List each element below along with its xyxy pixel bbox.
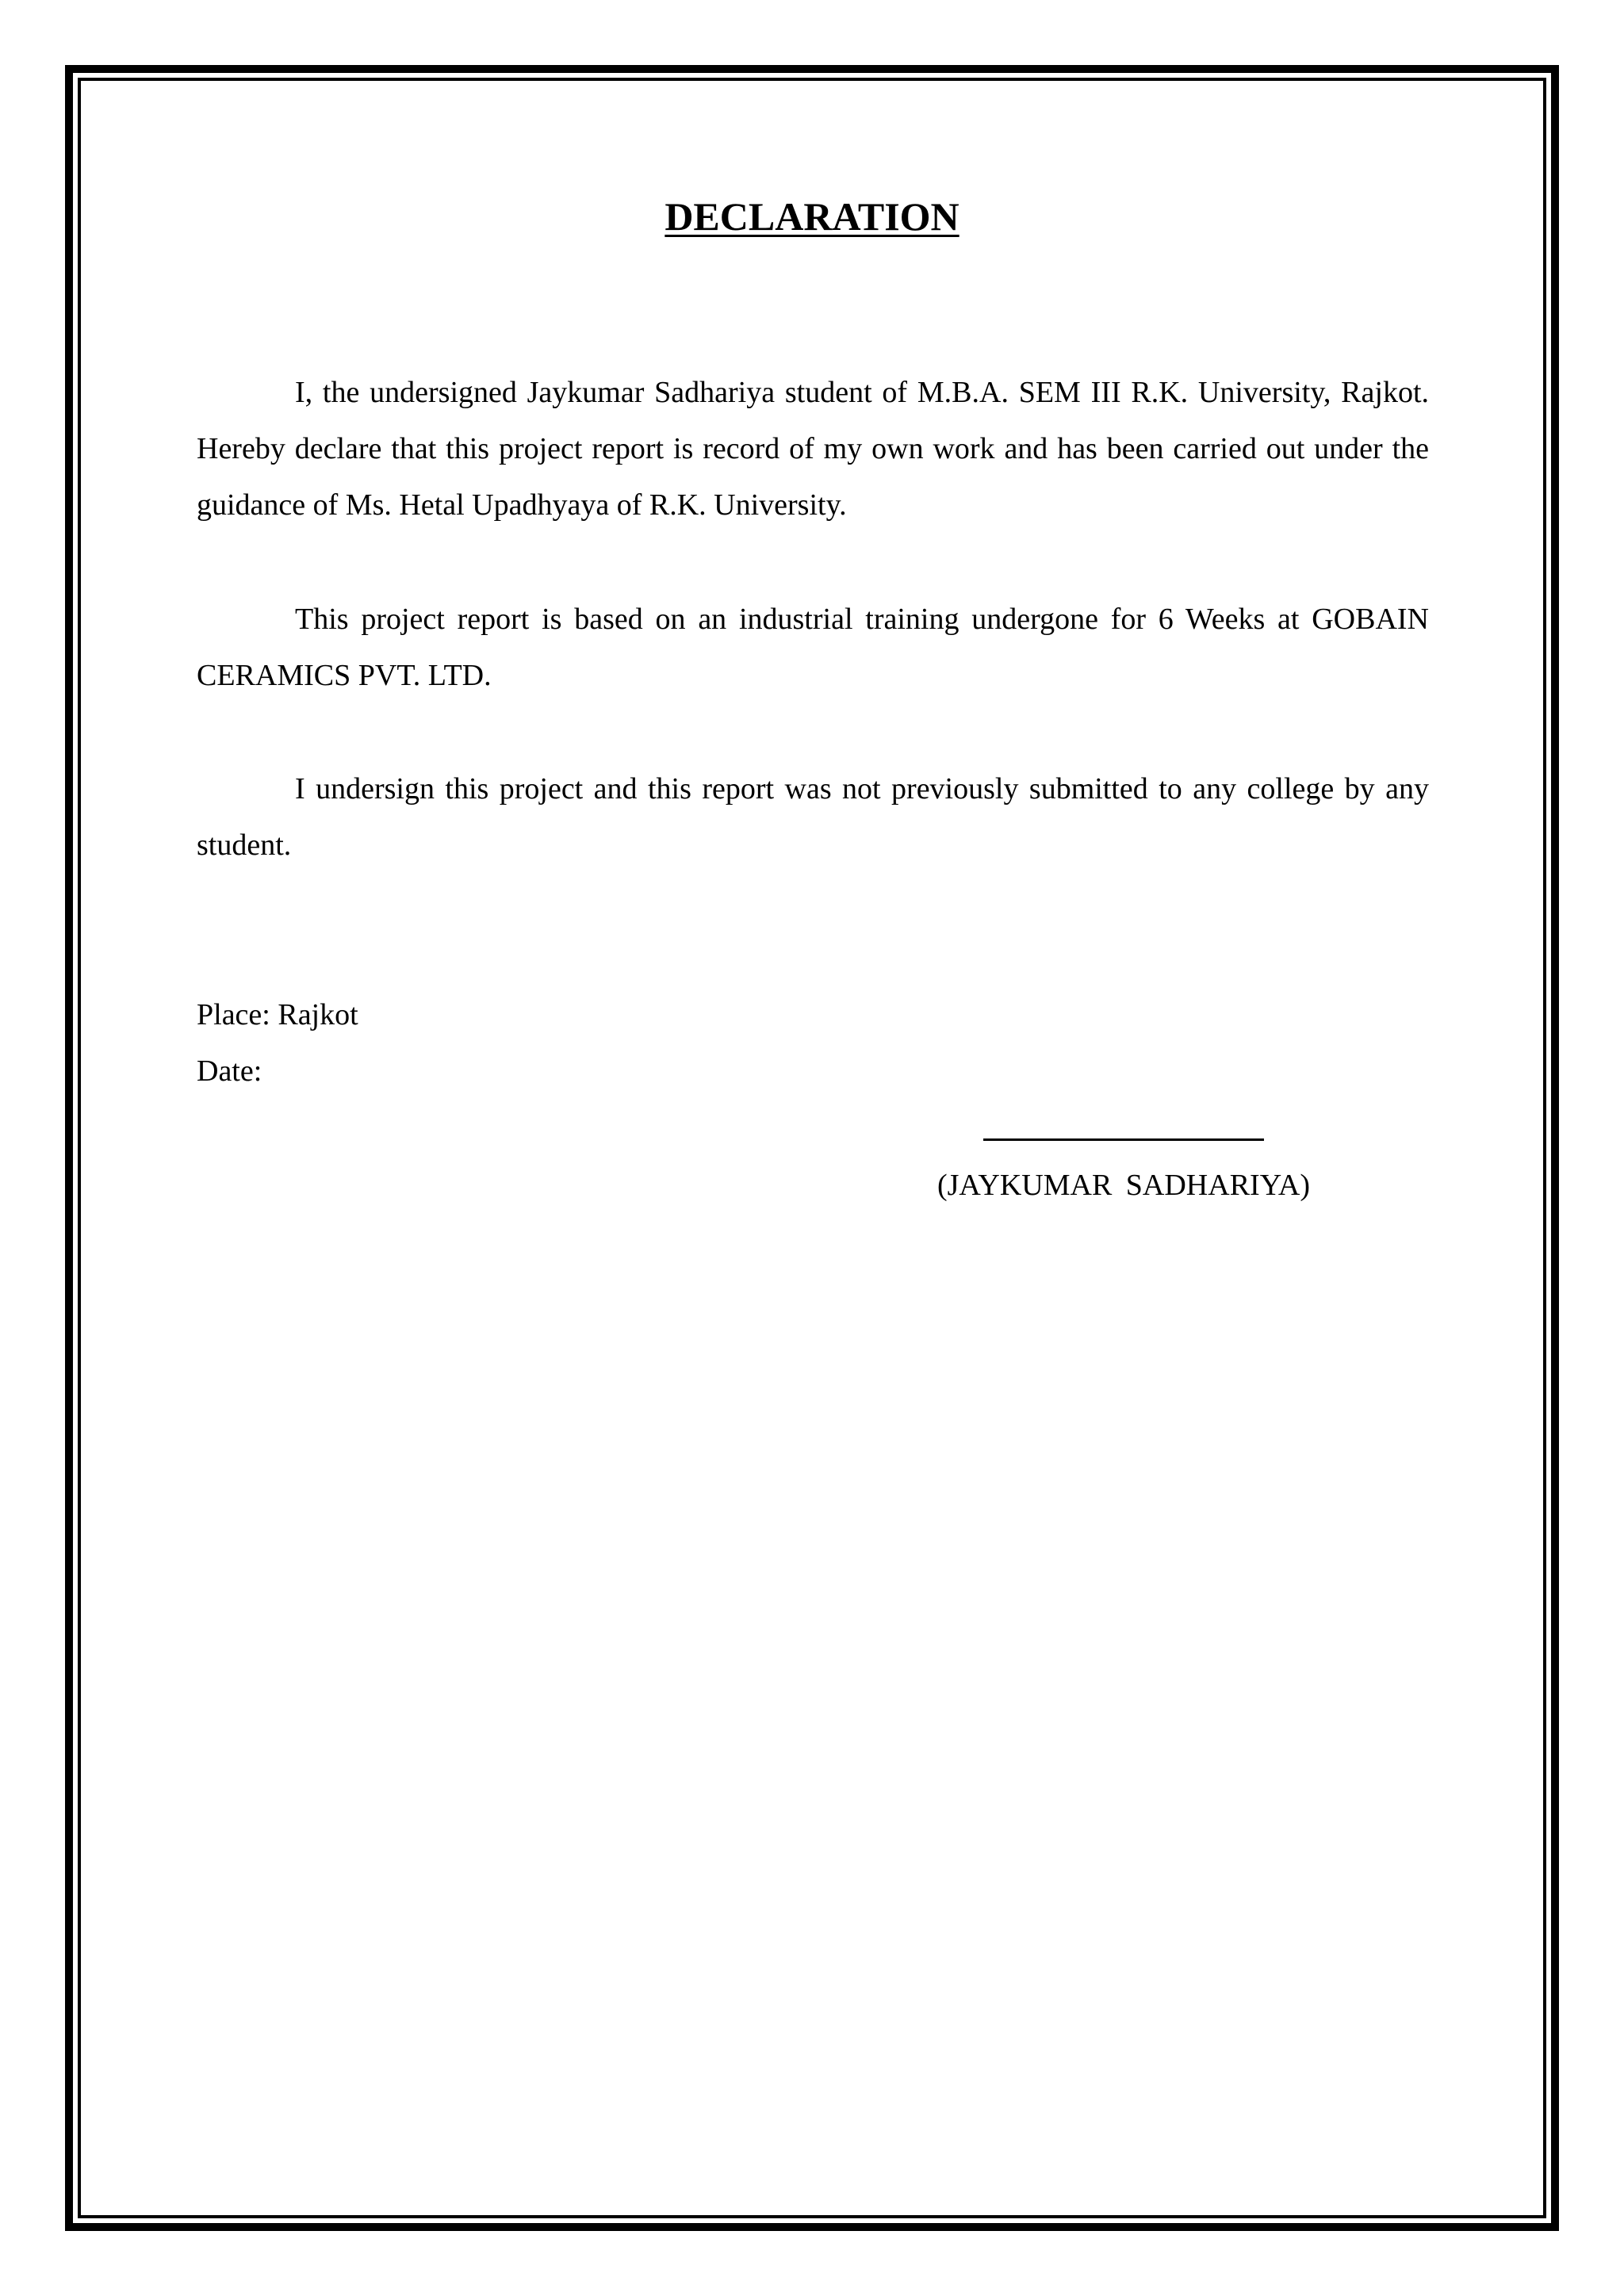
- declaration-paragraph-2: This project report is based on an industrial training undergone for 6 Weeks at GOBAIN CERAMICS PVT. LTD.: [197, 603, 1429, 692]
- place-field: Place: Rajkot: [197, 998, 358, 1031]
- declaration-paragraph-1: I, the undersigned Jaykumar Sadhariya student of M.B.A. SEM III R.K. University, Rajkot. Hereby declare that this project report is record of my own work and has been carried out under the guidance of Ms. Hetal Upadhyaya of R.K. University.: [197, 376, 1429, 522]
- signature-line: [983, 1138, 1264, 1141]
- page-title: DECLARATION: [665, 194, 959, 239]
- declaration-paragraph-3: I undersign this project and this report was not previously submitted to any college by any student.: [197, 772, 1429, 862]
- date-field: Date:: [197, 1054, 262, 1088]
- signatory-name: (JAYKUMAR SADHARIYA): [936, 1169, 1311, 1202]
